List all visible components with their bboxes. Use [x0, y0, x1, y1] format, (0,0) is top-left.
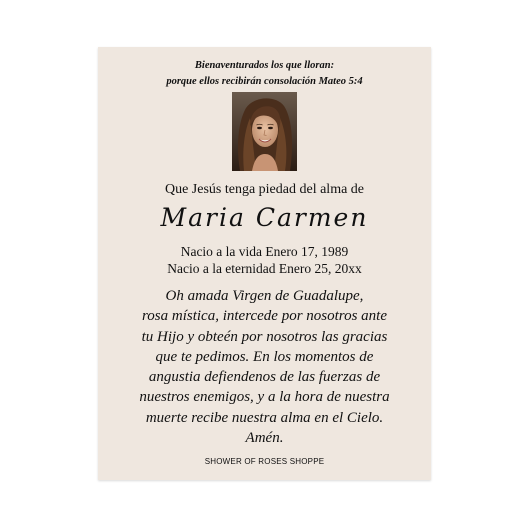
prayer-line: nuestros enemigos, y a la hora de nuestra	[139, 389, 390, 406]
shop-name-footer: SHOWER OF ROSES SHOPPE	[204, 457, 325, 466]
prayer-line: angustia defiendenos de las fuerzas de	[148, 369, 381, 386]
deceased-name: Maria Carmen	[160, 203, 369, 232]
portrait-photo	[232, 92, 297, 171]
prayer-line: que te pedimos. En los momentos de	[155, 348, 374, 365]
death-date: Nacio a la eternidad Enero 25, 20xx	[167, 261, 362, 276]
prayer-line: tu Hijo y obteén por nosotros las gracias	[141, 328, 388, 345]
birth-date: Nacio a la vida Enero 17, 1989	[180, 244, 349, 259]
prayer-text	[128, 286, 401, 448]
verse-line-2: porque ellos recibirán consolación Mateo 5:4	[166, 76, 363, 87]
intro-text: Que Jesús tenga piedad del alma de	[164, 182, 365, 197]
verse-line-1: Bienaventurados los que lloran:	[194, 60, 335, 71]
prayer-line: rosa mística, intercede por nosotros ante	[142, 308, 387, 325]
portrait-photo-icon	[232, 92, 297, 171]
prayer-line: muerte recibe nuestra alma en el Cielo.	[145, 409, 384, 426]
prayer-line: Amén.	[245, 430, 284, 447]
memorial-card	[98, 47, 431, 480]
prayer-line: Oh amada Virgen de Guadalupe,	[165, 288, 364, 304]
